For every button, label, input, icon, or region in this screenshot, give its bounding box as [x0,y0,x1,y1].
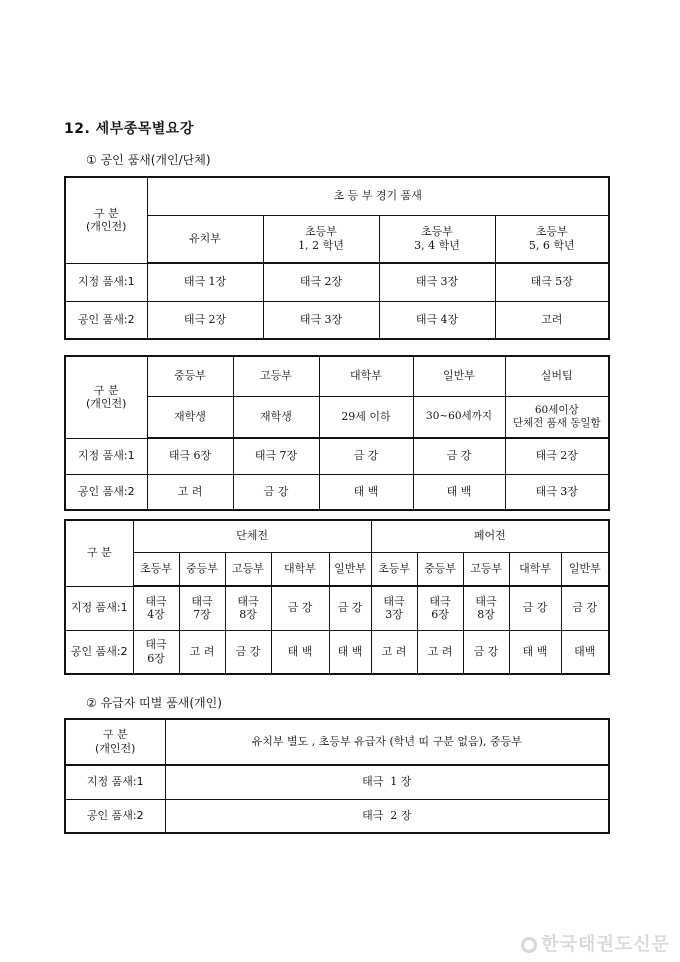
table-cell: 고려 [495,301,609,339]
col-subheader: 30~60세까지 [413,396,505,438]
table-color-belt [64,718,610,834]
table-cell: 태극 8장 [225,586,271,630]
corner-sublabel: (개인전) [95,742,136,755]
table-cell: 고 려 [417,630,463,674]
table-cell: 태 백 [413,474,505,510]
table-row [65,630,609,674]
corner-cell [65,719,165,765]
col-subheader: 재학생 [147,396,233,438]
table-cell: 고 려 [147,474,233,510]
table-cell: 태극 7장 [179,586,225,630]
table-cell: 태극 6장 [417,586,463,630]
table-cell: 금 강 [329,586,371,630]
table-cell: 금 강 [509,586,561,630]
col-header: 일반부 [329,552,371,586]
table-row [65,474,609,510]
table-cell: 태극 2 장 [165,799,609,833]
table-cell: 태극 6장 [147,438,233,474]
col-header: 중등부 [147,356,233,396]
col-header: 초등부 [371,552,417,586]
corner-label: 구 분 [102,728,128,742]
col-header: 초등부 5, 6 학년 [495,215,609,263]
table-cell: 태극 3장 [379,263,495,301]
col-header: 초등부 3, 4 학년 [379,215,495,263]
table-cell: 고 려 [179,630,225,674]
col-header: 유치부 [147,215,263,263]
table-cell: 태 백 [319,474,413,510]
table-cell: 태극 2장 [147,301,263,339]
table-row [65,301,609,339]
row-label: 공인 품새:2 [65,630,133,674]
table-cell: 금 강 [319,438,413,474]
col-header: 대학부 [271,552,329,586]
table-cell: 태극 2장 [505,438,609,474]
table-cell: 고 려 [371,630,417,674]
table-team-pair [64,519,610,675]
table-cell: 금 강 [233,474,319,510]
col-header: 일반부 [413,356,505,396]
table-cell: 금 강 [561,586,609,630]
table-cell: 태극 1 장 [165,765,609,799]
table-row [65,438,609,474]
table-row [65,765,609,799]
table-cell: 태극 1장 [147,263,263,301]
table-cell: 금 강 [225,630,271,674]
table-secondary [64,355,610,511]
col-subheader: 29세 이하 [319,396,413,438]
table-row [65,263,609,301]
table-cell: 금 강 [463,630,509,674]
table-cell: 금 강 [413,438,505,474]
table-cell: 태 백 [329,630,371,674]
table-cell: 태극 8장 [463,586,509,630]
group-header-pair: 페어전 [371,520,609,552]
table-cell: 태 백 [271,630,329,674]
table-row [65,799,609,833]
table-cell: 태극 3장 [371,586,417,630]
section-heading: 12. 세부종목별요강 [64,121,194,137]
corner-cell [65,177,147,263]
row-label: 공인 품새:2 [65,799,165,833]
watermark-text: 한국태권도신문 [541,934,670,955]
subsection-2-title: ② 유급자 띠별 품새(개인) [86,696,222,710]
table-cell: 태극 7장 [233,438,319,474]
table-cell: 태극 3장 [263,301,379,339]
table-cell: 태극 4장 [379,301,495,339]
corner-cell: 구 분 [65,520,133,586]
row-label: 공인 품새:2 [65,474,147,510]
col-header: 중등부 [179,552,225,586]
table-row [65,586,609,630]
col-header: 대학부 [509,552,561,586]
col-header: 실버팀 [505,356,609,396]
table-cell: 태극 3장 [505,474,609,510]
col-header: 중등부 [417,552,463,586]
row-label: 지정 품새:1 [65,586,133,630]
table-cell: 금 강 [271,586,329,630]
watermark [521,930,670,956]
row-label: 지정 품새:1 [65,263,147,301]
group-header-team: 단체전 [133,520,371,552]
col-header: 대학부 [319,356,413,396]
table-elementary [64,176,610,340]
table-cell: 태 백 [509,630,561,674]
row-label: 지정 품새:1 [65,765,165,799]
col-header: 일반부 [561,552,609,586]
col-header: 고등부 [463,552,509,586]
table-cell: 태극 4장 [133,586,179,630]
col-subheader: 60세이상 단체전 품새 동일함 [505,396,609,438]
col-subheader: 재학생 [233,396,319,438]
col-header: 유치부 별도 , 초등부 유급자 (학년 띠 구분 없음), 중등부 [165,719,609,765]
table-cell: 태극 5장 [495,263,609,301]
col-header: 고등부 [225,552,271,586]
table-cell: 태백 [561,630,609,674]
row-label: 지정 품새:1 [65,438,147,474]
col-header: 초등부 1, 2 학년 [263,215,379,263]
watermark-logo-icon [521,937,537,953]
corner-label: 구 분 [93,383,119,397]
col-header: 초등부 [133,552,179,586]
row-label: 공인 품새:2 [65,301,147,339]
table-cell: 태극 6장 [133,630,179,674]
group-header: 초 등 부 경기 품새 [147,177,609,215]
corner-sublabel: (개인전) [86,397,127,411]
corner-cell [65,356,147,438]
col-header: 고등부 [233,356,319,396]
subsection-1-title: ① 공인 품새(개인/단체) [86,153,211,167]
corner-sublabel: (개인전) [86,220,127,234]
corner-label: 구 분 [93,206,119,220]
table-cell: 태극 2장 [263,263,379,301]
